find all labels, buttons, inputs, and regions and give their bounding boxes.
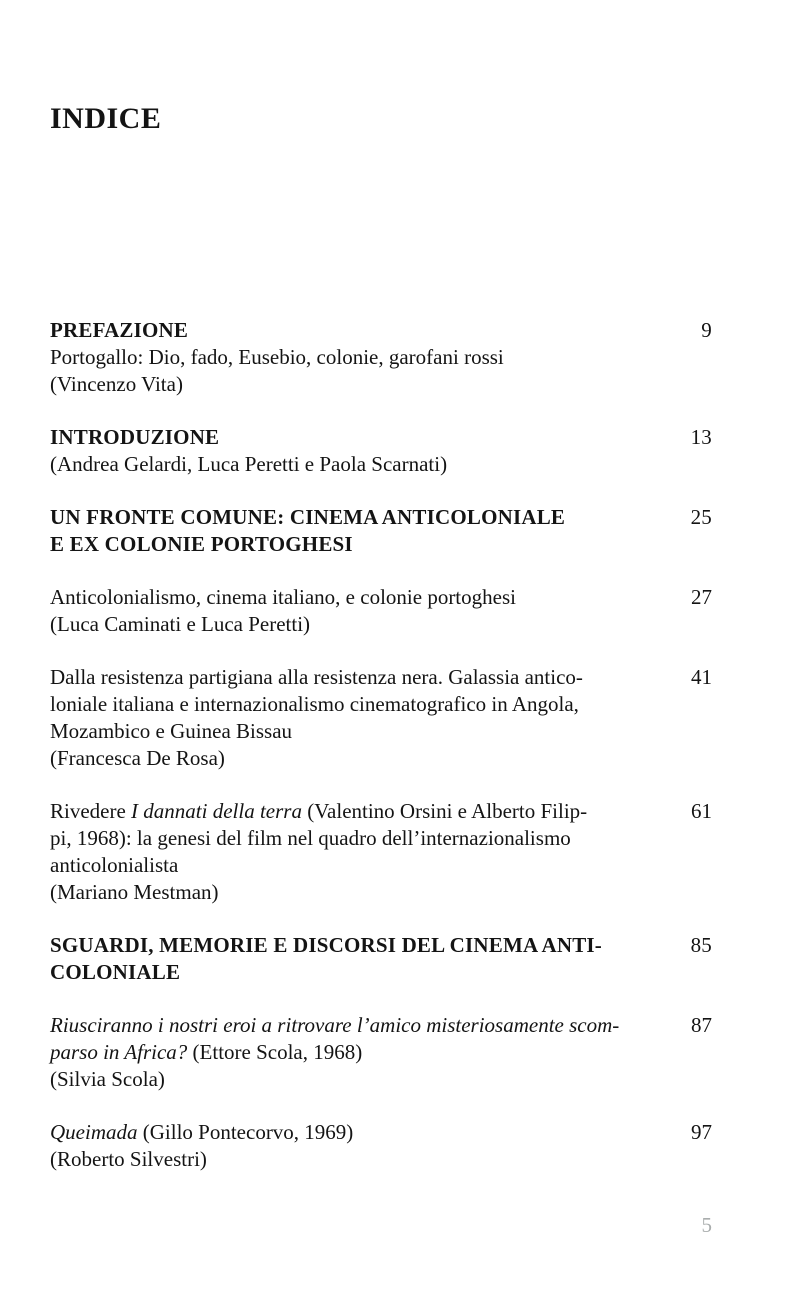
toc-page-number: 97 — [691, 1120, 712, 1144]
toc-entry — [50, 664, 712, 772]
toc-page-number: 41 — [691, 665, 712, 689]
toc-entry-line — [50, 664, 712, 691]
toc-entry-line — [50, 798, 712, 825]
table-of-contents — [50, 317, 712, 1173]
toc-page-number: 25 — [690, 505, 712, 529]
toc-entry — [50, 424, 712, 478]
toc-entry-line — [50, 959, 712, 986]
toc-entry-line — [50, 531, 712, 558]
toc-entry-text: Portogallo: Dio, fado, Eusebio, colonie, garofani rossi — [50, 345, 504, 369]
toc-entry-text: Rivedere I dannati della terra (Valentino Orsini e Alberto Filip- — [50, 799, 588, 823]
toc-page-number: 9 — [701, 318, 712, 342]
toc-entry — [50, 1012, 712, 1093]
toc-entry-line — [50, 317, 712, 344]
toc-page-number: 87 — [691, 1013, 712, 1037]
toc-page-number: 27 — [691, 585, 712, 609]
toc-entry-text: PREFAZIONE — [50, 318, 189, 342]
toc-entry-text: SGUARDI, MEMORIE E DISCORSI DEL CINEMA ANTI- — [50, 933, 602, 957]
toc-entry — [50, 1119, 712, 1173]
toc-entry-text: E EX COLONIE PORTOGHESI — [50, 532, 353, 556]
toc-entry-text: UN FRONTE COMUNE: CINEMA ANTICOLONIALE — [50, 505, 566, 529]
toc-entry-text: pi, 1968): la genesi del film nel quadro dell’internazionalismo — [50, 826, 571, 850]
toc-page-number: 61 — [691, 799, 712, 823]
toc-entry-text: Mozambico e Guinea Bissau — [50, 719, 293, 743]
toc-entry-line — [50, 745, 712, 772]
toc-entry-text: (Vincenzo Vita) — [50, 372, 183, 396]
toc-entry-line — [50, 371, 712, 398]
toc-entry-text: (Roberto Silvestri) — [50, 1147, 207, 1171]
toc-entry-text: Queimada (Gillo Pontecorvo, 1969) — [50, 1120, 354, 1144]
toc-entry-text: (Silvia Scola) — [50, 1067, 165, 1091]
toc-entry-line — [50, 584, 712, 611]
toc-entry-text: parso in Africa? (Ettore Scola, 1968) — [50, 1040, 363, 1064]
toc-entry-line — [50, 932, 712, 959]
toc-entry-line — [50, 1039, 712, 1066]
toc-entry-line — [50, 1012, 712, 1039]
toc-entry-line — [50, 504, 712, 531]
toc-page-number: 85 — [690, 933, 712, 957]
toc-entry-text: Anticolonialismo, cinema italiano, e colonie portoghesi — [50, 585, 516, 609]
toc-entry-text: Dalla resistenza partigiana alla resistenza nera. Galassia antico- — [50, 665, 583, 689]
toc-entry-text: anticolonialista — [50, 853, 179, 877]
toc-entry-text: loniale italiana e internazionalismo cinematografico in Angola, — [50, 692, 579, 716]
toc-entry-text: (Mariano Mestman) — [50, 880, 219, 904]
toc-entry — [50, 932, 712, 986]
toc-entry-line — [50, 1119, 712, 1146]
toc-entry — [50, 317, 712, 398]
toc-entry-line — [50, 424, 712, 451]
toc-entry-text: (Francesca De Rosa) — [50, 746, 225, 770]
toc-entry-line — [50, 451, 712, 478]
toc-entry-text: Riusciranno i nostri eroi a ritrovare l’amico misteriosamente scom- — [50, 1013, 620, 1037]
page-title: INDICE — [50, 102, 162, 135]
toc-entry-line — [50, 852, 712, 879]
toc-page-number: 13 — [690, 425, 712, 449]
toc-entry-text: COLONIALE — [50, 960, 181, 984]
toc-entry — [50, 504, 712, 558]
toc-entry-text: (Luca Caminati e Luca Peretti) — [50, 612, 311, 636]
toc-entry-line — [50, 691, 712, 718]
toc-entry-line — [50, 825, 712, 852]
toc-entry — [50, 584, 712, 638]
toc-entry-line — [50, 718, 712, 745]
folio-page-number: 5 — [701, 1213, 712, 1237]
toc-entry-line — [50, 611, 712, 638]
toc-entry-line — [50, 1146, 712, 1173]
toc-entry — [50, 798, 712, 906]
toc-entry-text: INTRODUZIONE — [50, 425, 220, 449]
toc-entry-line — [50, 1066, 712, 1093]
toc-entry-line — [50, 879, 712, 906]
page-content — [50, 0, 712, 1199]
toc-entry-text: (Andrea Gelardi, Luca Peretti e Paola Scarnati) — [50, 452, 448, 476]
toc-entry-line — [50, 344, 712, 371]
